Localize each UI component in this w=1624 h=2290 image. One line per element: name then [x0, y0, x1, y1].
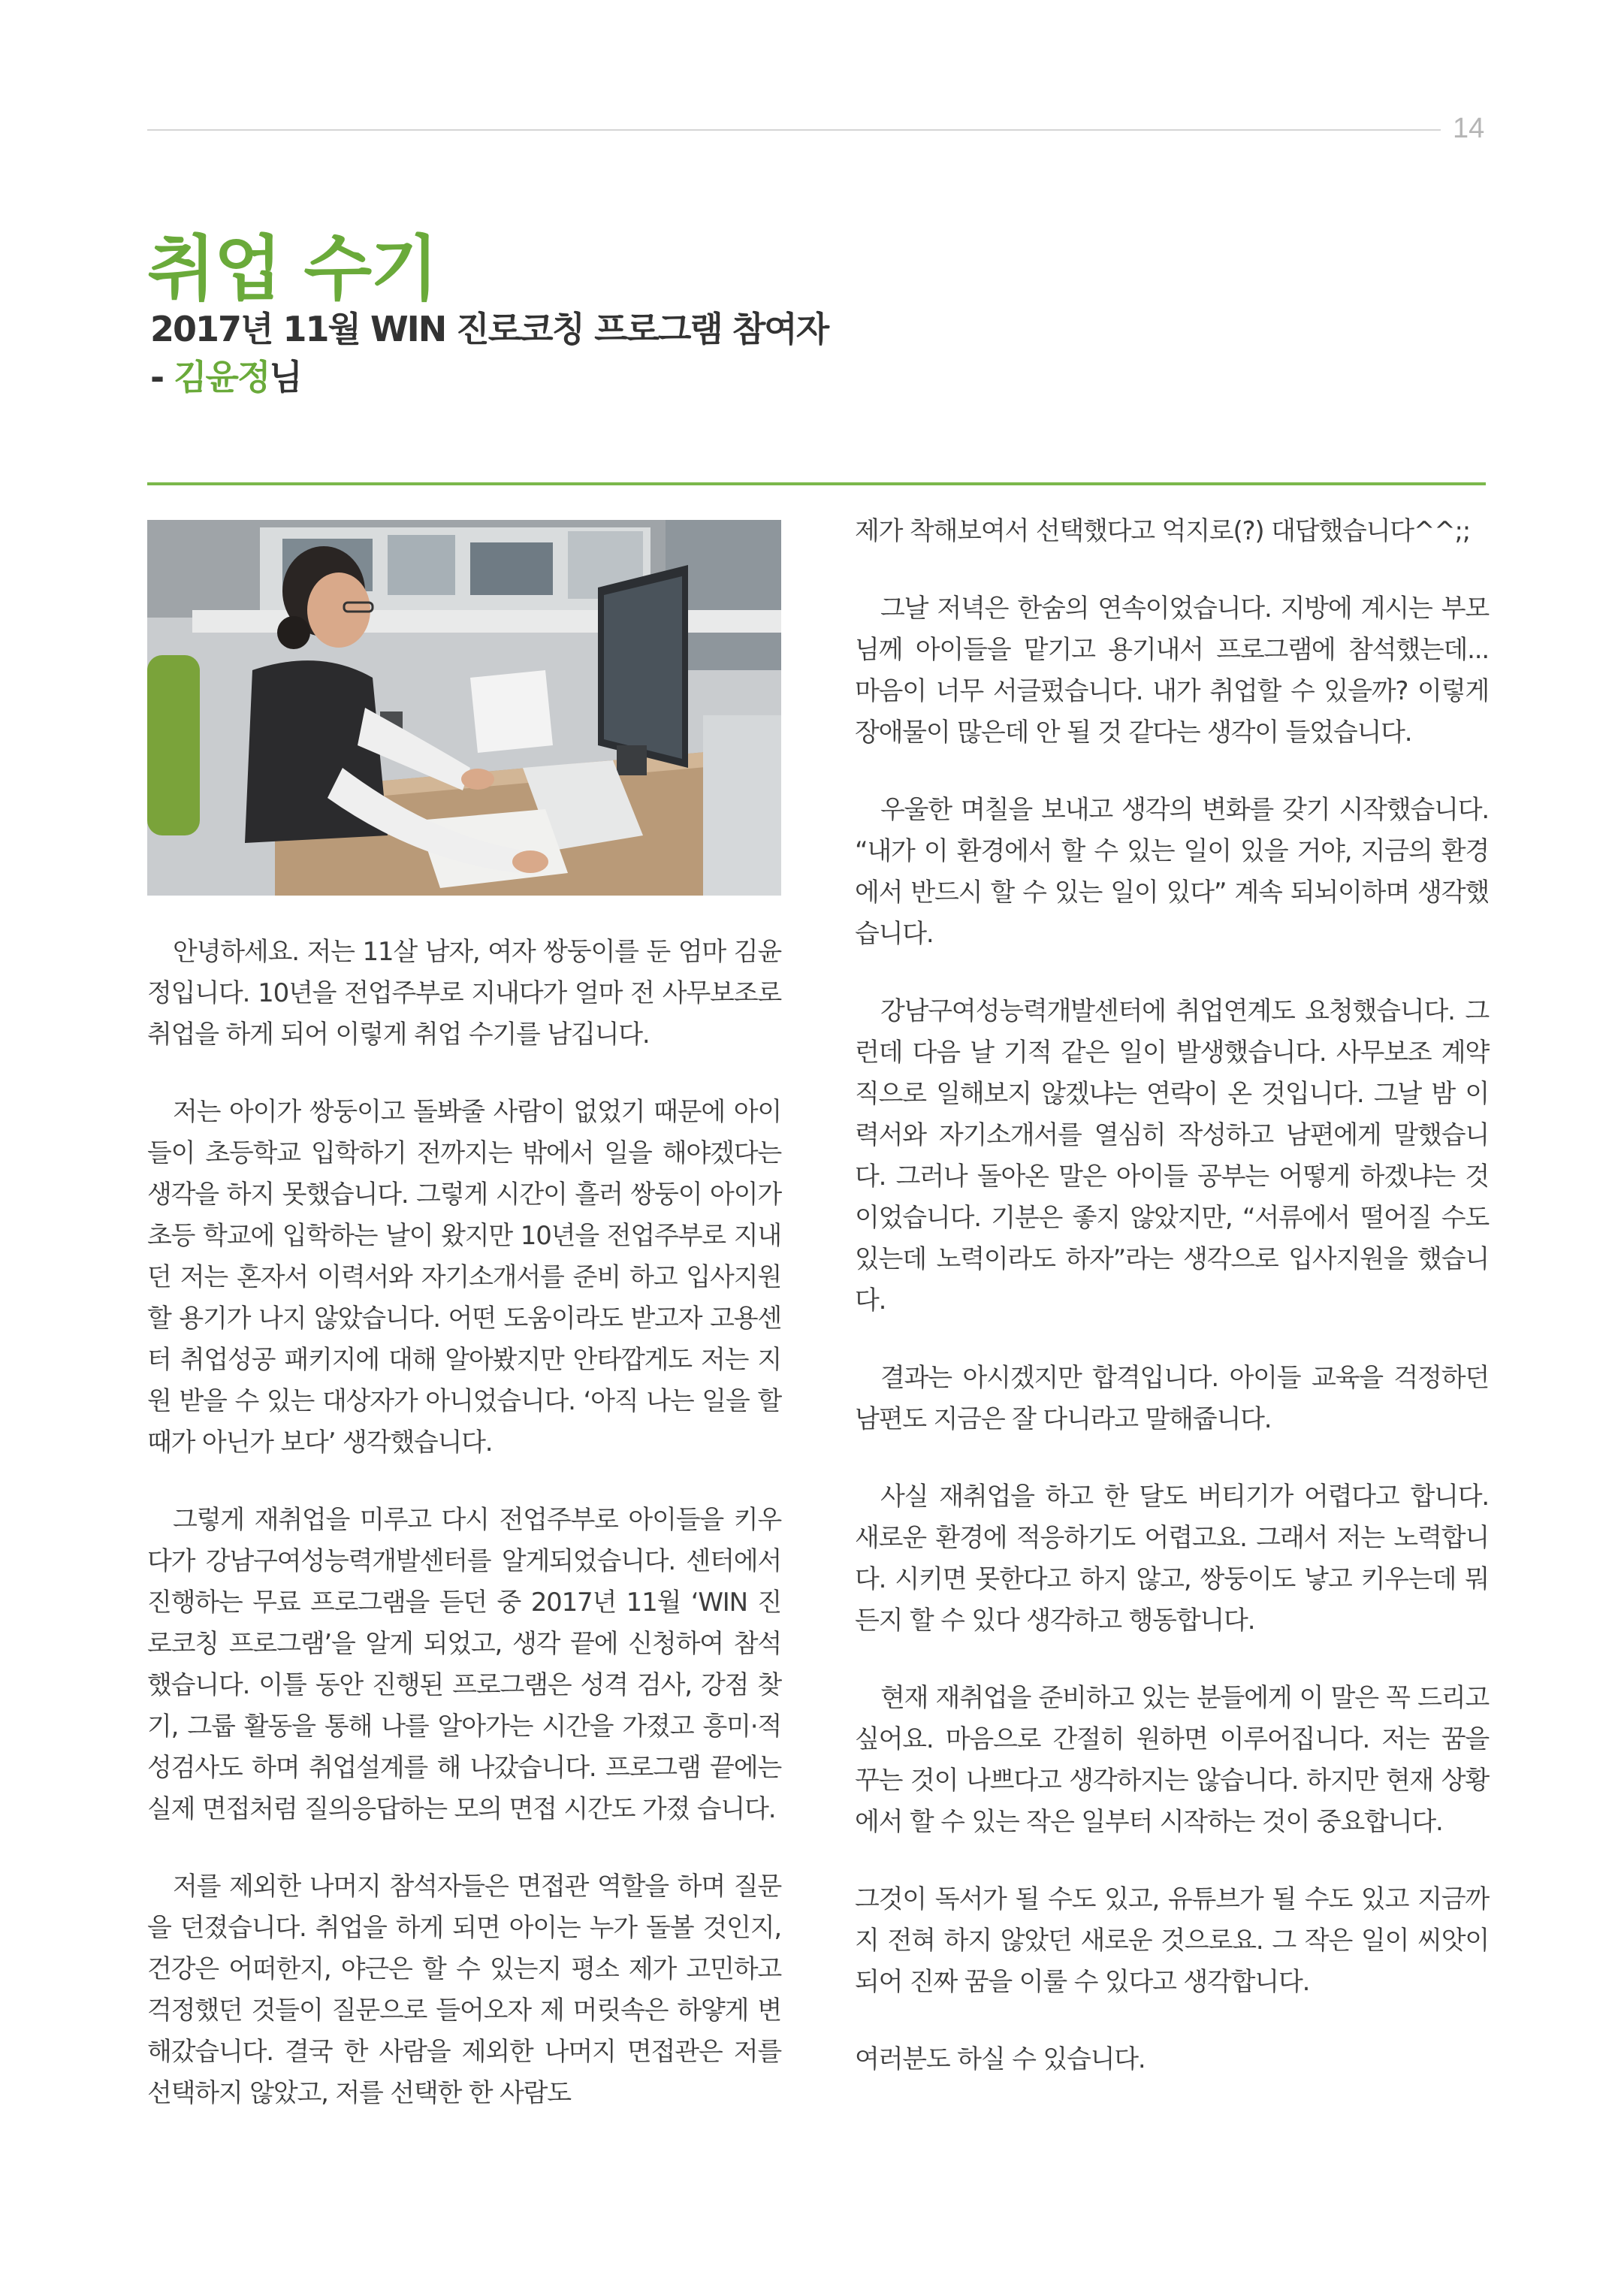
paragraph: 저는 아이가 쌍둥이고 돌봐줄 사람이 없었기 때문에 아이들이 초등학교 입학하기 전까지는 밖에서 일을 해야겠다는 생각을 하지 못했습니다. 그렇게 시간이 흘러 쌍둥이 아이가 초등 학교에 입학하는 날이 왔지만 10년을 전업주부로 지내던 저는 혼자서 이력서와 자기소개서를 준비 하고 입사지원 할 용기가 나지 않았습니다. 어떤 도움이라도 받고자 고용센터 취업성공 패키지에 대해 알아봤지만 안타깝게도 저는 지원 받을 수 있는 대상자가 아니었습니다. ‘아직 나는 일을 할 때가 아닌가 보다’ 생각했습니다.	[147, 1097, 781, 1458]
page-title: 취업 수기	[147, 228, 437, 310]
page-number: 14	[1453, 113, 1485, 144]
author-photo	[147, 520, 781, 896]
paragraph: 현재 재취업을 준비하고 있는 분들에게 이 말은 꼭 드리고 싶어요. 마음으로 간절히 원하면 이루어집니다. 저는 꿈을 꾸는 것이 나쁘다고 생각하지는 않습니다. 하지만 현재 상황에서 할 수 있는 작은 일부터 시작하는 것이 중요합니다.	[855, 1683, 1489, 1837]
subtitle-dash: -	[150, 357, 174, 397]
paragraph: 제가 착해보여서 선택했다고 억지로(?) 대답했습니다^^;;	[855, 516, 1471, 546]
paragraph: 안녕하세요. 저는 11살 남자, 여자 쌍둥이를 둔 엄마 김윤정입니다. 10년을 전업주부로 지내다가 얼마 전 사무보조로 취업을 하게 되어 이렇게 취업 수기를 남깁니다.	[147, 937, 781, 1050]
header-rule	[147, 129, 1441, 131]
paragraph: 저를 제외한 나머지 참석자들은 면접관 역할을 하며 질문을 던졌습니다. 취업을 하게 되면 아이는 누가 돌볼 것인지, 건강은 어떠한지, 야근은 할 수 있는지 평소 제가 고민하고 걱정했던 것들이 질문으로 들어오자 제 머릿속은 하얗게 변해갔습니다. 결국 한 사람을 제외한 나머지 면접관은 저를 선택하지 않았고, 저를 선택한 한 사람도	[147, 1872, 781, 2108]
paragraph: 그렇게 재취업을 미루고 다시 전업주부로 아이들을 키우다가 강남구여성능력개발센터를 알게되었습니다. 센터에서 진행하는 무료 프로그램을 듣던 중 2017년 11월 ‘WIN 진로코칭 프로그램’을 알게 되었고, 생각 끝에 신청하여 참석했습니다. 이틀 동안 진행된 프로그램은 성격 검사, 강점 찾기, 그룹 활동을 통해 나를 알아가는 시간을 가졌고 흥미·적성검사도 하며 취업설계를 해 나갔습니다. 프로그램 끝에는 실제 면접처럼 질의응답하는 모의 면접 시간도 가졌 습니다.	[147, 1505, 781, 1824]
subtitle-line-1: 2017년 11월 WIN 진로코칭 프로그램 참여자	[150, 309, 829, 349]
paragraph: 결과는 아시겠지만 합격입니다. 아이들 교육을 걱정하던 남편도 지금은 잘 다니라고 말해줍니다.	[855, 1363, 1489, 1434]
author-name: 김윤정	[174, 357, 270, 397]
paragraph: 그날 저녁은 한숨의 연속이었습니다. 지방에 계시는 부모님께 아이들을 맡기고 용기내서 프로그램에 참석했는데... 마음이 너무 서글펐습니다. 내가 취업할 수 있을까? 이렇게 장애물이 많은데 안 될 것 같다는 생각이 들었습니다.	[855, 594, 1489, 748]
paragraph: 그것이 독서가 될 수도 있고, 유튜브가 될 수도 있고 지금까지 전혀 하지 않았던 새로운 것으로요. 그 작은 일이 씨앗이 되어 진짜 꿈을 이룰 수 있다고 생각합니다.	[855, 1884, 1489, 1997]
left-column	[147, 932, 781, 2150]
paragraph: 사실 재취업을 하고 한 달도 버티기가 어렵다고 합니다. 새로운 환경에 적응하기도 어렵고요. 그래서 저는 노력합니다. 시키면 못한다고 하지 않고, 쌍둥이도 낳고 키우는데 뭐든지 할 수 있다 생각하고 행동합니다.	[855, 1482, 1489, 1636]
right-column	[855, 511, 1489, 2116]
subtitle-line-2	[150, 353, 828, 401]
paragraph: 강남구여성능력개발센터에 취업연계도 요청했습니다. 그런데 다음 날 기적 같은 일이 발생했습니다. 사무보조 계약 직으로 일해보지 않겠냐는 연락이 온 것입니다. 그날 밤 이력서와 자기소개서를 열심히 작성하고 남편에게 말했습니다. 그러나 돌아온 말은 아이들 공부는 어떻게 하겠냐는 것이었습니다. 기분은 좋지 않았지만, “서류에서 떨어질 수도 있는데 노력이라도 하자”라는 생각으로 입사지원을 했습니다.	[855, 996, 1489, 1316]
author-honorific: 님	[269, 357, 301, 397]
page-subtitle	[150, 305, 828, 401]
paragraph: 우울한 며칠을 보내고 생각의 변화를 갖기 시작했습니다. “내가 이 환경에서 할 수 있는 일이 있을 거야, 지금의 환경에서 반드시 할 수 있는 일이 있다” 계속 되뇌이하며 생각했습니다.	[855, 795, 1489, 949]
title-divider	[147, 482, 1486, 485]
paragraph: 여러분도 하실 수 있습니다.	[855, 2044, 1146, 2074]
